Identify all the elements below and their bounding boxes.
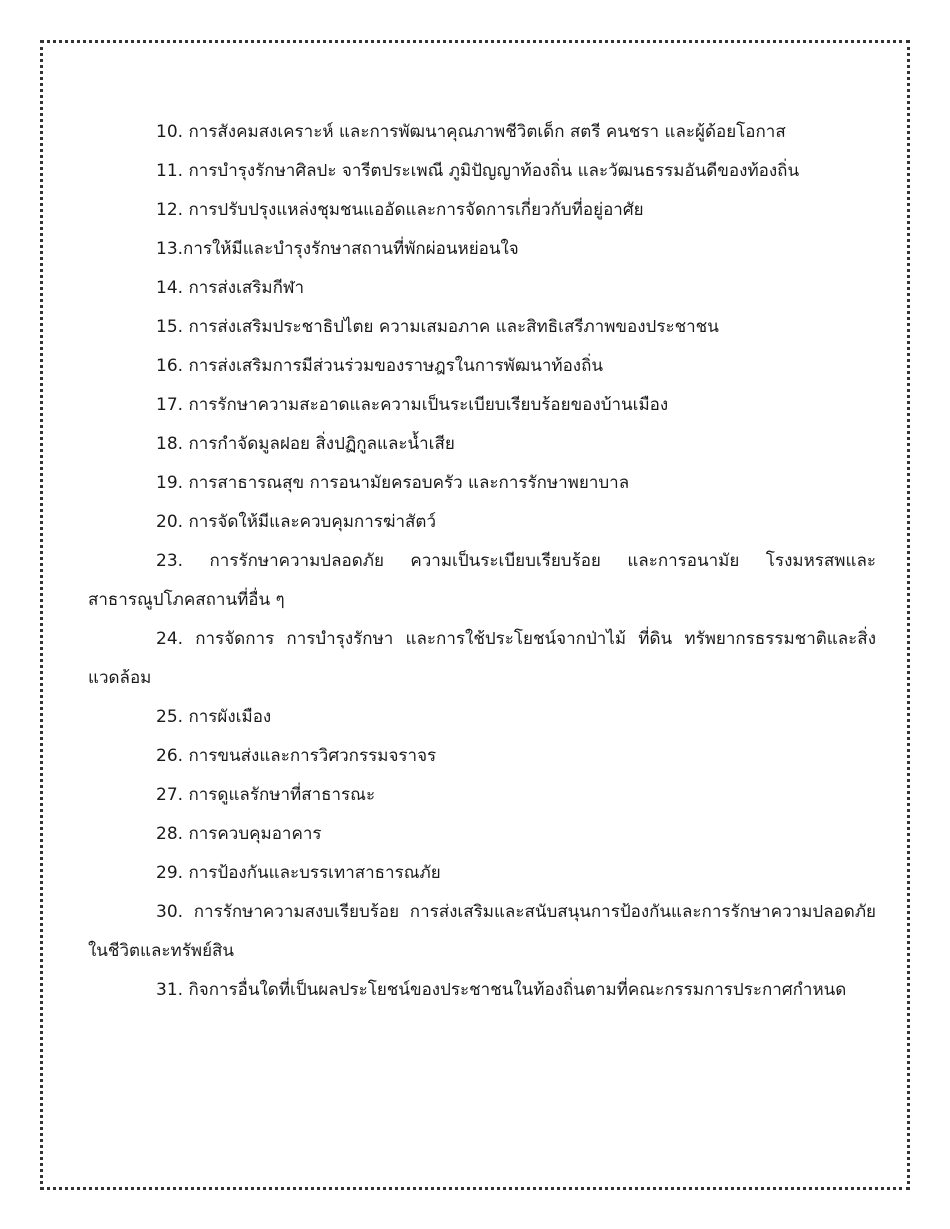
- list-item: 16. การส่งเสริมการมีส่วนร่วมของราษฎรในการพัฒนาท้องถิ่น: [156, 356, 604, 376]
- list-item: 28. การควบคุมอาคาร: [156, 824, 322, 844]
- list-item: 18. การกำจัดมูลฝอย สิ่งปฏิกูลและน้ำเสีย: [156, 434, 455, 454]
- list-item: 14. การส่งเสริมกีฬา: [156, 278, 305, 298]
- list-item: 30. การรักษาความสงบเรียบร้อย การส่งเสริมและสนับสนุนการป้องกันและการรักษาความปลอดภัยในชีวิตและทรัพย์สิน: [88, 902, 876, 961]
- list-item: 31. กิจการอื่นใดที่เป็นผลประโยชน์ของประชาชนในท้องถิ่นตามที่คณะกรรมการประกาศกำหนด: [156, 980, 847, 1000]
- document-body: [88, 113, 876, 1010]
- list-item: 13.การให้มีและบำรุงรักษาสถานที่พักผ่อนหย่อนใจ: [156, 239, 519, 259]
- list-item: 26. การขนส่งและการวิศวกรรมจราจร: [156, 746, 437, 766]
- list-item: 10. การสังคมสงเคราะห์ และการพัฒนาคุณภาพชีวิตเด็ก สตรี คนชรา และผู้ด้อยโอกาส: [156, 122, 786, 142]
- list-item: 11. การบำรุงรักษาศิลปะ จารีตประเพณี ภูมิปัญญาท้องถิ่น และวัฒนธรรมอันดีของท้องถิ่น: [156, 161, 800, 181]
- list-item: 12. การปรับปรุงแหล่งชุมชนแออัดและการจัดการเกี่ยวกับที่อยู่อาศัย: [156, 200, 644, 220]
- list-item: 27. การดูแลรักษาที่สาธารณะ: [156, 785, 376, 805]
- list-item: 17. การรักษาความสะอาดและความเป็นระเบียบเรียบร้อยของบ้านเมือง: [156, 395, 669, 415]
- list-item: 15. การส่งเสริมประชาธิปไตย ความเสมอภาค และสิทธิเสรีภาพของประชาชน: [156, 317, 719, 337]
- list-item: 25. การผังเมือง: [156, 707, 272, 727]
- list-item: 24. การจัดการ การบำรุงรักษา และการใช้ประโยชน์จากป่าไม้ ที่ดิน ทรัพยากรธรรมชาติและสิ่งแวดล้อม: [88, 629, 876, 688]
- list-item: 19. การสาธารณสุข การอนามัยครอบครัว และการรักษาพยาบาล: [156, 473, 630, 493]
- list-item: 29. การป้องกันและบรรเทาสาธารณภัย: [156, 863, 441, 883]
- list-item: 20. การจัดให้มีและควบคุมการฆ่าสัตว์: [156, 512, 437, 532]
- list-item: 23. การรักษาความปลอดภัย ความเป็นระเบียบเรียบร้อย และการอนามัย โรงมหรสพและสาธารณูปโภคสถานที่อื่น ๆ: [88, 551, 876, 610]
